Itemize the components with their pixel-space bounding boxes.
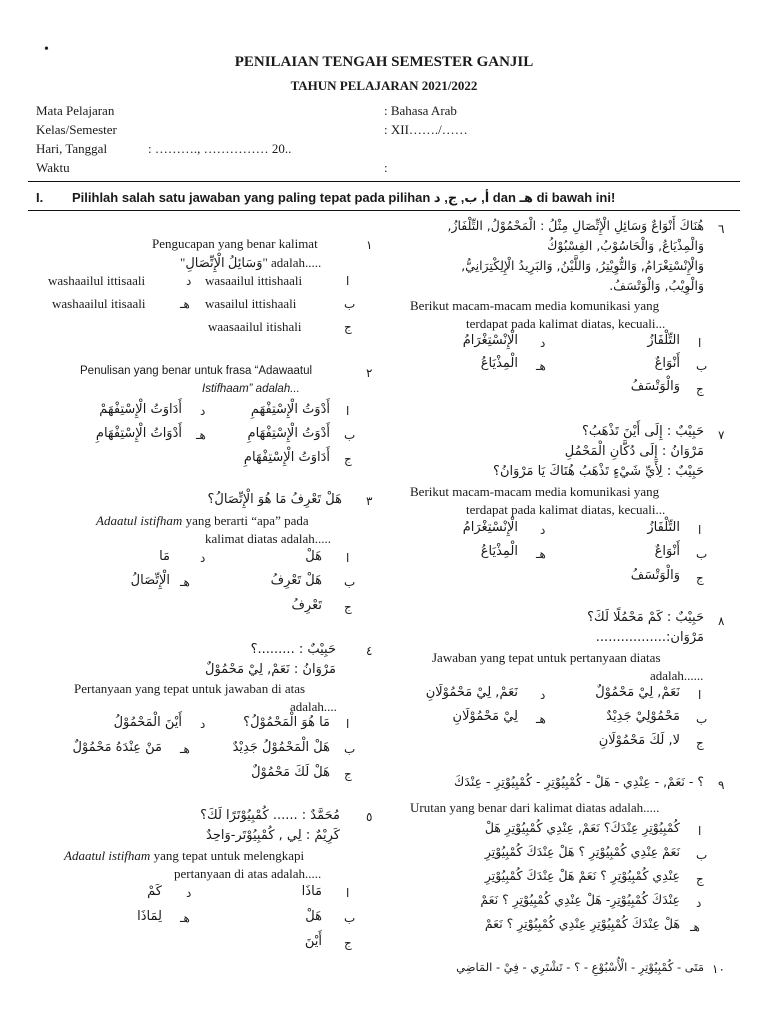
q4-option-a: مَا هُوَ الْمَحْمُوْلُ؟ (243, 715, 330, 730)
q4-option-c: هَلْ لَكَ مَحْمُوْلٌ (251, 765, 330, 780)
q2-prompt-line1: Penulisan yang benar untuk frasa “Adawaatul (80, 365, 313, 377)
q3-letter-c: ج (344, 600, 352, 614)
q8-prompt-line1: Jawaban yang tepat untuk pertanyaan diatas (432, 650, 661, 665)
q7-prompt-line1: Berikut macam-macam media komunikasi yang (410, 484, 660, 499)
section-number: I. (36, 190, 44, 205)
q5-prompt-italic: Adaatul istifham (64, 848, 151, 863)
q7-arabic-line3: حَبِيْبٌ : لِأَيِّ شَيْءٍ تَذْهَبُ هُنَاكَ يَا مَرْوَانُ؟ (493, 464, 704, 479)
q6-option-d: الْإِنْسْتِغْرَامُ (462, 333, 518, 348)
section-instruction: Pilihlah salah satu jawaban yang paling tepat pada pilihan أ, ب, ج, د dan هـ di bawah ini! (72, 190, 616, 205)
q9-option-d: عِنْدَكَ كُمْبِيُوْتِرِ- هَلْ عِنْدِي كُمْبِيُوْتِرِ ؟ نَعَمْ (480, 892, 680, 907)
q2-letter-a: ا (346, 404, 350, 418)
q9-letter-a: ا (698, 824, 702, 838)
q3-number: ٣ (366, 494, 373, 508)
q9-prompt: Urutan yang benar dari kalimat diatas adalah..... (410, 800, 660, 815)
q2-letter-c: ج (344, 452, 352, 466)
q1-number: ١ (366, 238, 373, 252)
q5-letter-b: ب (344, 911, 356, 925)
q9-letter-e: هـ (690, 920, 700, 934)
divider-top (28, 181, 740, 182)
q7-number: ٧ (718, 428, 725, 442)
q2-option-d: أَدَاوَتُ الْإِسْتِفْهَمْ (99, 402, 182, 417)
q7-letter-a: ا (698, 523, 702, 537)
q4-letter-b: ب (344, 742, 356, 756)
q2-letter-d: د (200, 404, 206, 418)
q4-option-e: مَنْ عِنْدَهُ مَحْمُوْلٌ (72, 740, 162, 755)
q4-number: ٤ (366, 644, 373, 658)
q4-letter-a: ا (346, 717, 350, 731)
q4-option-d: أَيْنَ الْمَحْمُوْلُ (113, 715, 182, 730)
q9-option-e: هَلْ عِنْدَكَ كُمْبِيُوْتِرِ عِنْدِي كُمْبِيُوْتِرِ ؟ نَعَمْ (484, 916, 680, 931)
q6-option-c: وَالْوَتْسَفُ (630, 379, 680, 394)
field-class-value: : XII……./…… (384, 122, 468, 137)
q10-arabic-line1: مَتَى - كُمْبِيُوْتِرِ - الْأُسْبُوْعِ - ؟ - تَشْتَرِي - فِيْ - المَاضِي (456, 960, 704, 974)
q6-option-e: الْمِذْيَاعُ (480, 356, 518, 371)
q5-letter-c: ج (344, 936, 352, 950)
q6-arabic-line3: وَالْإِنْسْتِغْرَامُ, وَالتُّوِيْتِرُ, وَاللَّيْنُ, وَالبَرِيدُ الْإِلِكْتِرَانِيُّ, (461, 258, 704, 273)
q3-option-c: تَعْرِفُ (291, 598, 322, 613)
q9-option-c: عِنْدِي كُمْبِيُوْتِرِ ؟ نَعَمْ هَلْ عِنْدَكَ كُمْبِيُوْتِرِ (484, 868, 680, 883)
q8-letter-a: ا (698, 688, 702, 702)
q8-option-d: نَعَمْ, لِيْ مَحْمُوْلَانِ (425, 685, 518, 700)
q1-prompt-line2: "وَسَائِلُ الْإِتِّصَالِ" adalah..... (180, 255, 322, 270)
q3-letter-e: هـ (180, 575, 190, 589)
q3-arabic: هَلْ تَعْرِفُ مَا هُوَ الْإِتِّصَالُ؟ (207, 492, 342, 507)
q6-prompt-line1: Berikut macam-macam media komunikasi yang (410, 298, 660, 313)
q8-letter-d: د (540, 688, 546, 702)
q9-letter-b: ب (696, 848, 708, 862)
q7-letter-c: ج (696, 571, 704, 585)
q8-letter-b: ب (696, 712, 708, 726)
q7-option-e: الْمِذْيَاعُ (480, 544, 518, 559)
q2-letter-e: هـ (196, 428, 206, 442)
q8-option-a: نَعَمْ, لِيْ مَحْمُوْلٌ (595, 685, 680, 700)
q2-letter-b: ب (344, 428, 356, 442)
q6-option-b: أَنْوَاعٌ (654, 356, 680, 371)
q9-number: ٩ (718, 778, 725, 792)
q5-option-b: هَلْ (305, 909, 322, 924)
page-title: PENILAIAN TENGAH SEMESTER GANJIL (234, 54, 534, 70)
q1-option-e: washaailul itisaali (52, 296, 146, 311)
q5-letter-e: هـ (180, 911, 190, 925)
field-time-value: : (384, 160, 388, 175)
q8-letter-e: هـ (536, 712, 546, 726)
q1-letter-e: هـ (180, 297, 190, 311)
field-subject-value: : Bahasa Arab (384, 103, 457, 118)
q6-prompt-line2: terdapat pada kalimat diatas, kecuali... (466, 316, 666, 331)
q6-letter-d: د (540, 336, 546, 350)
q9-letter-c: ج (696, 872, 704, 886)
q1-option-b: wasailul ittishaali (205, 296, 297, 311)
q1-option-c: waasaailul itishali (208, 319, 302, 334)
q5-option-e: لِمَاذَا (137, 909, 162, 924)
q7-letter-e: هـ (536, 547, 546, 561)
field-class-label: Kelas/Semester (36, 122, 117, 137)
q8-option-c: لا, لَكَ مَحْمُوْلَانِ (598, 733, 680, 748)
q5-option-c: أَيْنَ (304, 934, 322, 949)
q4-letter-d: د (200, 717, 206, 731)
q7-prompt-line2: terdapat pada kalimat diatas, kecuali... (466, 502, 666, 517)
q8-arabic-line2: مَرْوَان:................. (595, 630, 704, 645)
q9-letter-d: د (696, 896, 702, 910)
q1-letter-a: ا (346, 274, 350, 288)
q6-letter-e: هـ (536, 359, 546, 373)
q9-arabic-line1: ؟ - نَعَمْ, - عِنْدِي - هَلْ - كُمْبِيُوْتِرِ - كُمْبِيُوْتِرِ - عِنْدَكَ (453, 774, 704, 789)
q6-letter-a: ا (698, 336, 702, 350)
q4-prompt-line2: adalah.... (290, 699, 337, 714)
q4-line2: مَرْوَانُ : نَعَمْ, لِيْ مَحْمُوْلٌ (205, 662, 336, 677)
q6-option-a: التِّلْفَازُ (647, 333, 680, 348)
q5-letter-d: د (186, 886, 192, 900)
q3-letter-d: د (200, 551, 206, 565)
q5-prompt-line1 (64, 848, 304, 864)
q5-letter-a: ا (346, 886, 350, 900)
q7-option-c: وَالْوَتْسَفُ (630, 568, 680, 583)
q3-prompt-line1 (96, 513, 309, 529)
field-date-mid: : ………., …………… 20.. (148, 141, 292, 156)
q6-number: ٦ (718, 222, 725, 236)
q9-option-b: نَعَمْ عِنْدِي كُمْبِيُوْتِرِ ؟ هَلْ عِنْدَكَ كُمْبِيُوْتِرِ (484, 844, 680, 859)
q2-option-c: أَدَاوَتُ الْإِسْتِفْهَامِ (243, 450, 330, 465)
field-date-label: Hari, Tanggal (36, 141, 108, 156)
q7-letter-b: ب (696, 547, 708, 561)
q3-letter-a: ا (346, 551, 350, 565)
q3-option-d: مَا (159, 549, 170, 564)
q5-prompt-rest: yang tepat untuk melengkapi (150, 848, 305, 863)
q1-letter-d: د (186, 274, 192, 288)
q8-number: ٨ (718, 614, 725, 628)
q3-option-e: الْإِتِّصَالُ (130, 573, 170, 588)
q3-prompt-italic: Adaatul istifham (96, 513, 183, 528)
q3-option-b: هَلْ تَعْرِفُ (270, 573, 322, 588)
q7-letter-d: د (540, 523, 546, 537)
q8-letter-c: ج (696, 736, 704, 750)
q1-option-d: washaailul ittisaali (48, 273, 146, 288)
q7-arabic-line1: حَبِيْبٌ : إِلَى أَيْنَ تَذْهَبُ؟ (581, 424, 704, 439)
q1-option-a: wasaailul ittishaali (205, 273, 303, 288)
q1-letter-c: ج (344, 320, 352, 334)
page-subtitle: TAHUN PELAJARAN 2021/2022 (290, 78, 478, 93)
q3-prompt-line2: kalimat diatas adalah..... (205, 531, 331, 546)
q4-prompt-line1: Pertanyaan yang tepat untuk jawaban di atas (74, 681, 306, 696)
q7-option-a: التِّلْفَازُ (647, 520, 680, 535)
q9-option-a: كُمْبِيُوْتِرِ عِنْدَكَ؟ نَعَمْ, عِنْدِي كُمْبِيُوْتِرِ هَلْ (484, 820, 680, 835)
q6-letter-b: ب (696, 359, 708, 373)
q3-letter-b: ب (344, 575, 356, 589)
q2-number: ٢ (366, 366, 373, 380)
q3-prompt-rest: yang berarti “apa” pada (182, 513, 309, 528)
q2-prompt-line2: Istifhaam” adalah... (202, 383, 300, 395)
q6-letter-c: ج (696, 382, 704, 396)
q8-option-b: مَحْمُوْلِيْ جَدِيْدٌ (606, 709, 680, 724)
q4-letter-e: هـ (180, 742, 190, 756)
q5-line2: كَرِيْمٌ : لِي , كُمْبِيُوْتَر-وَاحِدٌ (206, 828, 340, 843)
field-subject-label: Mata Pelajaran (36, 103, 115, 118)
q4-line1: حَبِيْبٌ : .........؟ (250, 642, 336, 657)
divider-bottom (28, 210, 740, 211)
q4-option-b: هَلْ الْمَحْمُوْلُ جَدِيْدٌ (232, 740, 330, 755)
q2-option-e: أَدْوَاتُ الْإِسْتِفْهَامِ (95, 426, 182, 441)
q2-option-a: أَدْوَتُ الْإِسْتِفْهَمِ (250, 402, 330, 417)
q3-option-a: هَلْ (305, 549, 322, 564)
field-time-label: Waktu (36, 160, 70, 175)
q7-arabic-line2: مَرْوَانُ : إِلَى دُكَّانِ الْمَحْمُلِ (564, 444, 704, 459)
q1-prompt-line1: Pengucapan yang benar kalimat (152, 236, 318, 251)
q5-number: ٥ (366, 810, 373, 824)
q6-arabic-line2: وَالْمِذْيَاعُ, وَالْحَاسُوْبُ, الفِسْبُوْكُ (547, 238, 704, 253)
q5-prompt-line2: pertanyaan di atas adalah..... (174, 866, 322, 881)
q4-letter-c: ج (344, 767, 352, 781)
q1-letter-b: ب (344, 297, 356, 311)
q2-option-b: أَدْوَتُ الْإِسْتِفْهَامِ (247, 426, 330, 441)
q6-arabic-line1: هُنَاكَ أَنْوَاعٌ وَسَائِلِ الْإِتِّصَالِ مِثْلُ : الْمَحْمُوْلُ, التِّلْفَازُ, (447, 218, 704, 233)
q10-number: ١٠ (712, 962, 725, 976)
q8-option-e: لِيْ مَحْمُوْلَانِ (452, 709, 518, 724)
q5-line1: مُحَمَّدٌ : ...... كُمْبِيُوْتَرًا لَكَ؟ (200, 808, 340, 823)
q7-option-d: الْإِنْسْتِغْرَامُ (462, 520, 518, 535)
q8-prompt-line2: adalah...... (650, 668, 704, 683)
q6-arabic-line4: وَالْوِيْبُ, وَالْوَتْسَفُ. (609, 278, 704, 293)
q8-arabic-line1: حَبِيْبٌ : كَمْ مَحْمُلًا لَكَ؟ (587, 610, 704, 625)
q5-option-a: مَاذَا (301, 884, 322, 899)
q5-option-d: كَمْ (147, 884, 162, 899)
q7-option-b: أَنْوَاعٌ (654, 544, 680, 559)
corner-marker: • (44, 42, 49, 57)
